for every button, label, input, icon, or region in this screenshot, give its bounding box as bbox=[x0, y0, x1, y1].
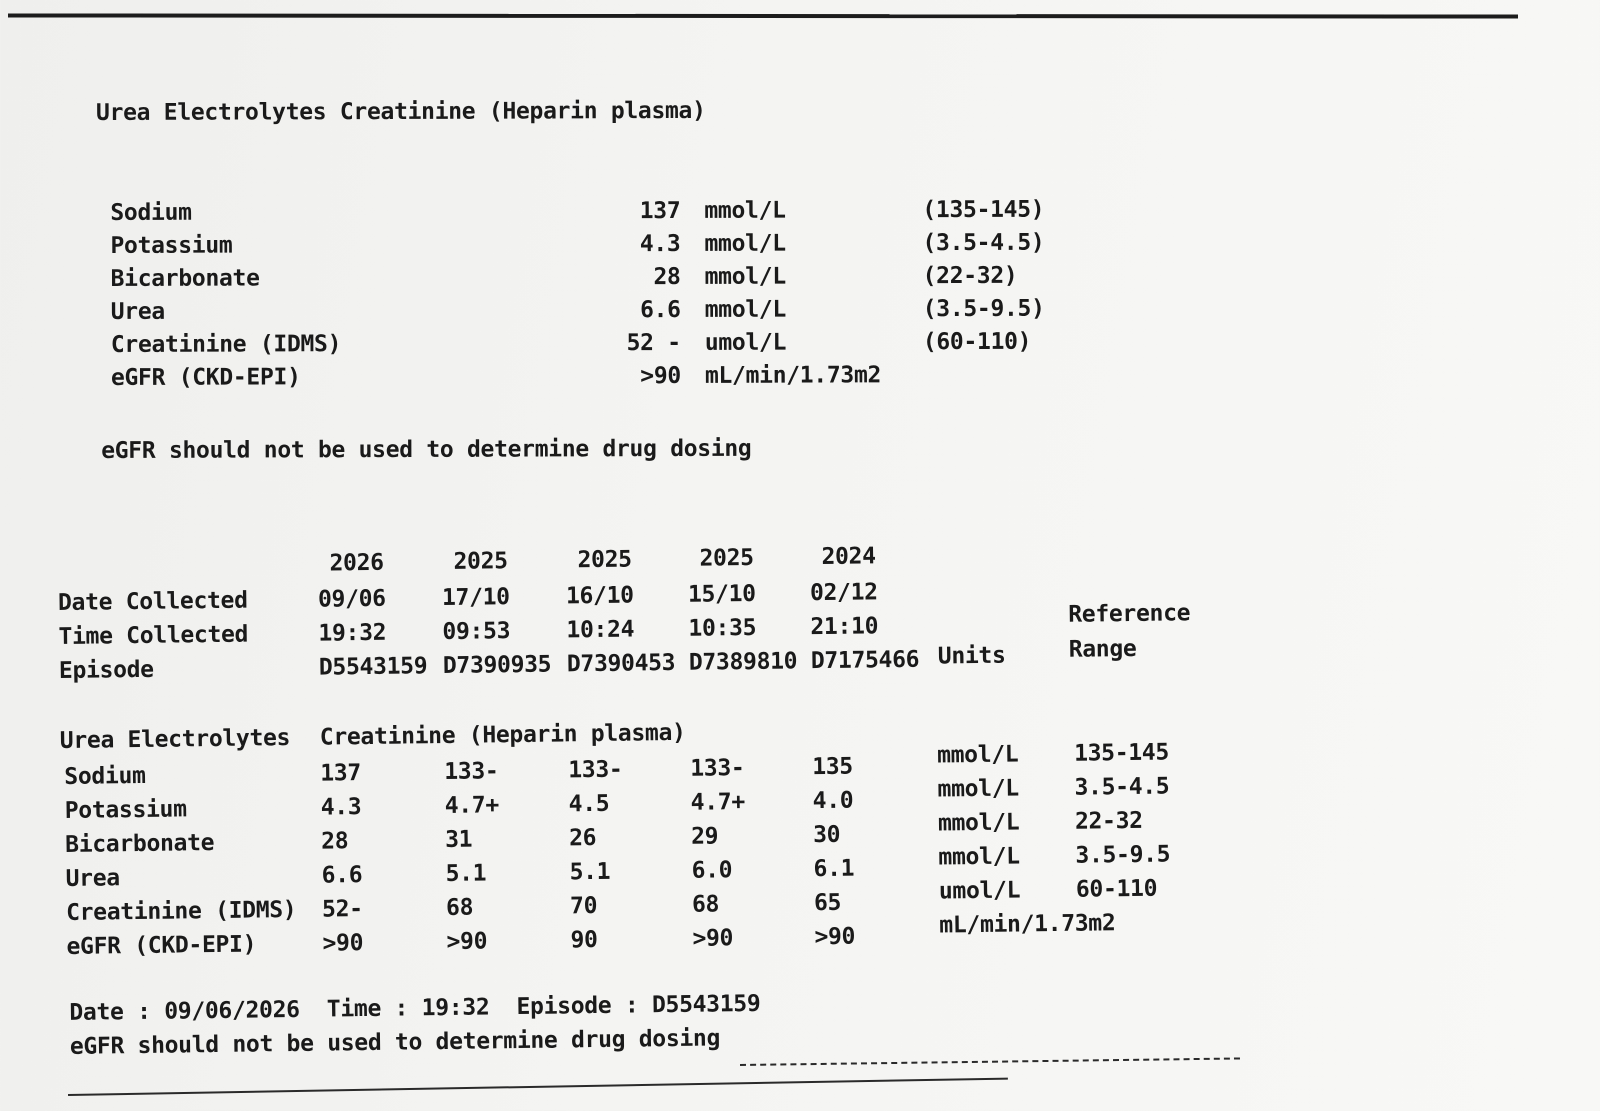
range-header: Range bbox=[1069, 636, 1137, 663]
history-cell: 31 bbox=[445, 827, 472, 853]
history-row-unit: mmol/L bbox=[938, 843, 1020, 870]
report-title: Urea Electrolytes Creatinine (Heparin plasma) bbox=[96, 98, 706, 126]
footer-date: 09/06/2026 bbox=[164, 997, 300, 1025]
history-row-name: Creatinine (IDMS) bbox=[66, 897, 297, 926]
history-cell: 90 bbox=[570, 927, 597, 953]
footer-episode-label: Episode : bbox=[516, 992, 638, 1020]
result-value: 137 bbox=[560, 198, 680, 224]
history-cell: 137 bbox=[320, 760, 361, 787]
history-cell: 68 bbox=[446, 895, 473, 921]
history-cell: 5.1 bbox=[569, 859, 610, 886]
history-cell: >90 bbox=[446, 928, 487, 955]
group-label-2: Creatinine (Heparin plasma) bbox=[320, 720, 686, 751]
result-unit: mmol/L bbox=[705, 264, 786, 290]
history-cell: 30 bbox=[813, 822, 840, 848]
row-label-date: Date Collected bbox=[58, 588, 248, 616]
result-range: (3.5-9.5) bbox=[923, 296, 1045, 322]
footer-note: eGFR should not be used to determine drug dosing bbox=[70, 1025, 721, 1060]
history-year: 2024 bbox=[821, 543, 876, 570]
result-value: 28 bbox=[561, 264, 681, 290]
history-episode: D7389810 bbox=[689, 648, 798, 675]
history-row-name: Potassium bbox=[65, 796, 187, 824]
current-results-section bbox=[0, 0, 1600, 500]
result-unit: umol/L bbox=[705, 330, 786, 356]
footer-line bbox=[69, 991, 760, 1026]
result-name: eGFR (CKD-EPI) bbox=[111, 364, 301, 391]
history-row-unit: mmol/L bbox=[938, 809, 1020, 836]
history-date: 15/10 bbox=[688, 581, 756, 608]
history-cell: 133- bbox=[444, 758, 499, 785]
history-cell: >90 bbox=[814, 924, 855, 951]
history-cell: 29 bbox=[691, 823, 718, 849]
history-section bbox=[0, 480, 1600, 1111]
history-cell: 5.1 bbox=[445, 860, 486, 887]
history-cell: 133- bbox=[568, 757, 623, 784]
history-year: 2026 bbox=[329, 550, 384, 577]
history-row-unit: umol/L bbox=[939, 877, 1021, 904]
history-cell: 4.7+ bbox=[445, 792, 500, 819]
result-name: Bicarbonate bbox=[111, 265, 260, 292]
history-row-name: Sodium bbox=[64, 763, 146, 790]
history-episode: D7390453 bbox=[567, 650, 676, 677]
history-cell: 28 bbox=[321, 828, 348, 854]
result-value: 52 - bbox=[561, 330, 681, 356]
units-header: Units bbox=[938, 643, 1006, 670]
history-time: 19:32 bbox=[318, 620, 386, 647]
history-row-range: 3.5-9.5 bbox=[1075, 841, 1170, 868]
row-label-episode: Episode bbox=[59, 657, 154, 684]
history-year: 2025 bbox=[577, 547, 632, 574]
history-cell: 4.5 bbox=[569, 791, 610, 818]
result-unit: mL/min/1.73m2 bbox=[705, 362, 881, 389]
history-cell: >90 bbox=[692, 925, 733, 952]
history-date: 09/06 bbox=[318, 586, 386, 613]
result-range: (135-145) bbox=[922, 197, 1044, 223]
result-range: (22-32) bbox=[923, 263, 1018, 289]
history-cell: 68 bbox=[692, 891, 719, 917]
result-name: Creatinine (IDMS) bbox=[111, 331, 341, 358]
reference-header: Reference bbox=[1068, 600, 1190, 628]
history-row-range: 135-145 bbox=[1074, 739, 1169, 766]
history-time: 21:10 bbox=[810, 613, 878, 640]
history-date: 17/10 bbox=[442, 584, 510, 611]
history-row-name: eGFR (CKD-EPI) bbox=[66, 931, 256, 959]
row-label-time: Time Collected bbox=[58, 622, 248, 650]
history-date: 02/12 bbox=[810, 579, 878, 606]
history-row-range: 3.5-4.5 bbox=[1074, 773, 1169, 800]
history-cell: >90 bbox=[322, 930, 363, 957]
history-date: 16/10 bbox=[566, 582, 634, 609]
history-cell: 70 bbox=[570, 893, 597, 919]
result-unit: mmol/L bbox=[705, 297, 786, 323]
history-cell: 6.0 bbox=[691, 857, 732, 884]
history-episode: D5543159 bbox=[319, 653, 428, 680]
history-cell: 4.7+ bbox=[691, 789, 746, 816]
footer-episode: D5543159 bbox=[652, 991, 761, 1018]
result-value: 6.6 bbox=[561, 297, 681, 323]
history-year: 2025 bbox=[453, 548, 508, 575]
history-cell: 52- bbox=[322, 896, 363, 923]
history-row-name: Urea bbox=[65, 865, 120, 892]
history-row-range: 60-110 bbox=[1076, 876, 1158, 903]
footer-time: 19:32 bbox=[422, 994, 490, 1021]
history-time: 10:24 bbox=[566, 616, 634, 643]
footer-time-label: Time : bbox=[327, 995, 409, 1022]
history-year: 2025 bbox=[699, 545, 754, 572]
history-episode: D7390935 bbox=[443, 652, 552, 679]
footer-date-label: Date : bbox=[69, 999, 151, 1026]
result-value: 4.3 bbox=[560, 231, 680, 257]
result-name: Urea bbox=[111, 299, 165, 325]
history-cell: 26 bbox=[569, 825, 596, 851]
history-cell: 6.6 bbox=[321, 862, 362, 889]
result-range: (3.5-4.5) bbox=[922, 230, 1044, 256]
history-row-name: Bicarbonate bbox=[65, 830, 214, 858]
history-row-range: 22-32 bbox=[1075, 808, 1143, 835]
history-row-unit: mL/min/1.73m2 bbox=[939, 910, 1115, 938]
history-cell: 65 bbox=[814, 890, 841, 916]
result-value: >90 bbox=[561, 363, 681, 389]
history-cell: 6.1 bbox=[813, 856, 854, 883]
history-row-unit: mmol/L bbox=[937, 741, 1019, 768]
history-row-unit: mmol/L bbox=[937, 775, 1019, 802]
history-cell: 4.3 bbox=[321, 794, 362, 821]
history-cell: 4.0 bbox=[813, 788, 854, 815]
group-label-1: Urea Electrolytes bbox=[60, 725, 291, 754]
result-range: (60-110) bbox=[923, 329, 1031, 355]
history-time: 09:53 bbox=[442, 618, 510, 645]
history-cell: 135 bbox=[812, 754, 853, 781]
result-unit: mmol/L bbox=[704, 198, 785, 224]
result-name: Potassium bbox=[110, 233, 232, 259]
egfr-note: eGFR should not be used to determine drug dosing bbox=[101, 436, 751, 464]
result-name: Sodium bbox=[110, 200, 191, 226]
history-episode: D7175466 bbox=[811, 647, 920, 674]
result-unit: mmol/L bbox=[704, 231, 785, 257]
history-time: 10:35 bbox=[688, 615, 756, 642]
history-cell: 133- bbox=[690, 755, 745, 782]
